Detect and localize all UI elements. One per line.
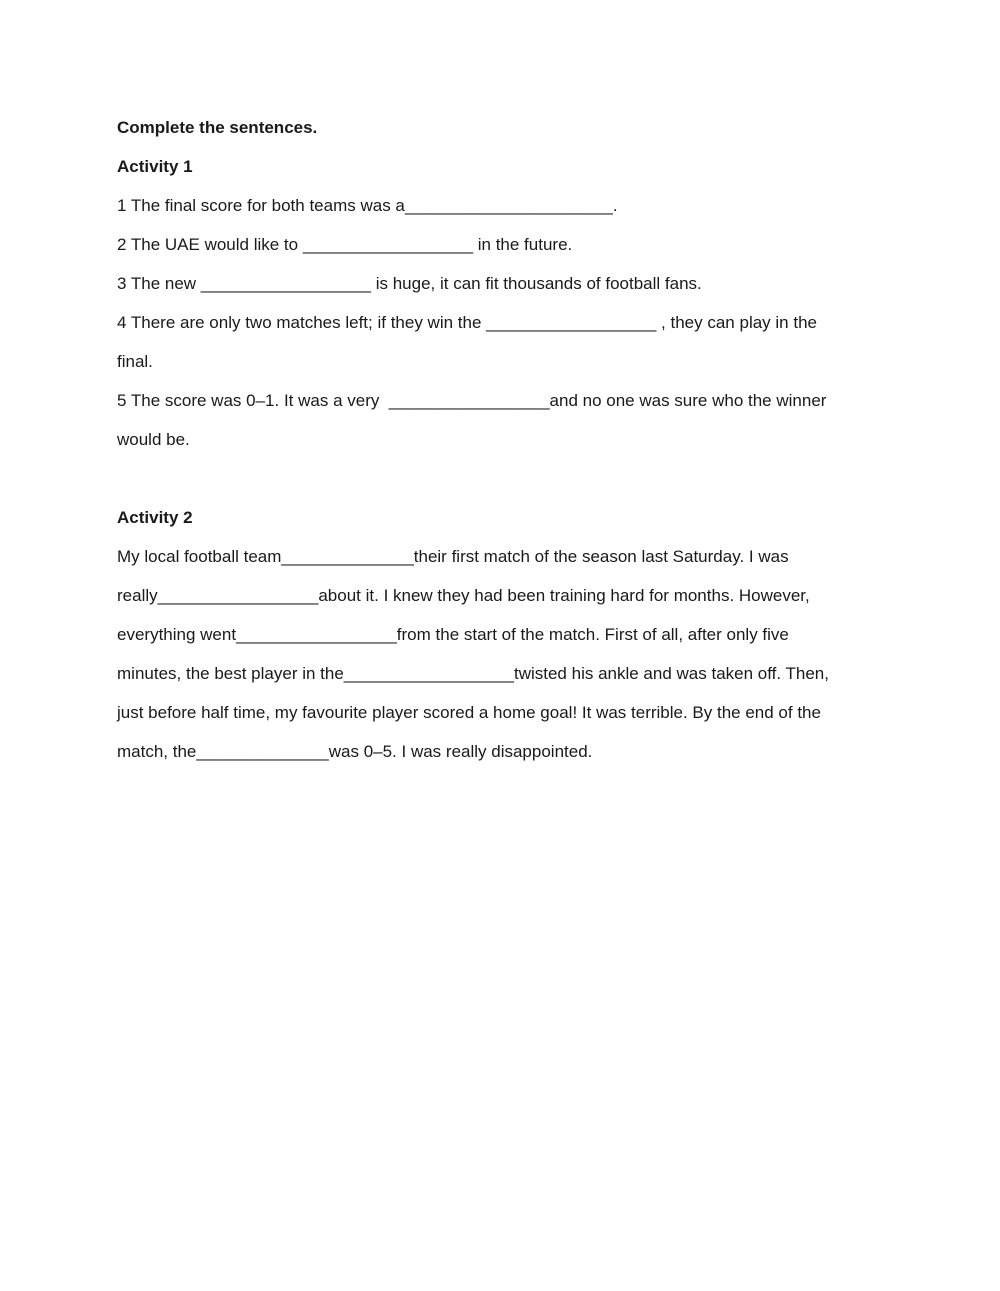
activity-2-paragraph-line: really_________________about it. I knew they had been training hard for months. However, [117, 586, 810, 605]
activity-1-sentence-4-cont: final. [117, 352, 153, 371]
activity-1-sentence-4: 4 There are only two matches left; if they win the __________________ , they can play in the [117, 313, 817, 332]
activity-2-paragraph-line: just before half time, my favourite player scored a home goal! It was terrible. By the end of the [117, 703, 821, 722]
activity-2-paragraph-line: My local football team______________their first match of the season last Saturday. I was [117, 547, 789, 566]
activity-1-sentence-2: 2 The UAE would like to __________________ in the future. [117, 235, 573, 254]
activity-2-paragraph-line: everything went_________________from the start of the match. First of all, after only five [117, 625, 789, 644]
activity-1-heading: Activity 1 [117, 157, 193, 176]
worksheet-page [117, 108, 897, 771]
activity-1-sentence-5: 5 The score was 0–1. It was a very _________________and no one was sure who the winner [117, 391, 827, 410]
activity-2-heading: Activity 2 [117, 508, 193, 527]
activity-1-sentence-1: 1 The final score for both teams was a______________________. [117, 196, 618, 215]
section-spacer [117, 459, 897, 498]
instruction-heading: Complete the sentences. [117, 118, 318, 137]
activity-2-paragraph-line: minutes, the best player in the__________________twisted his ankle and was taken off. Then, [117, 664, 829, 683]
activity-1-sentence-5-cont: would be. [117, 430, 190, 449]
activity-2-paragraph-line: match, the______________was 0–5. I was really disappointed. [117, 742, 593, 761]
activity-1-sentence-3: 3 The new __________________ is huge, it can fit thousands of football fans. [117, 274, 702, 293]
